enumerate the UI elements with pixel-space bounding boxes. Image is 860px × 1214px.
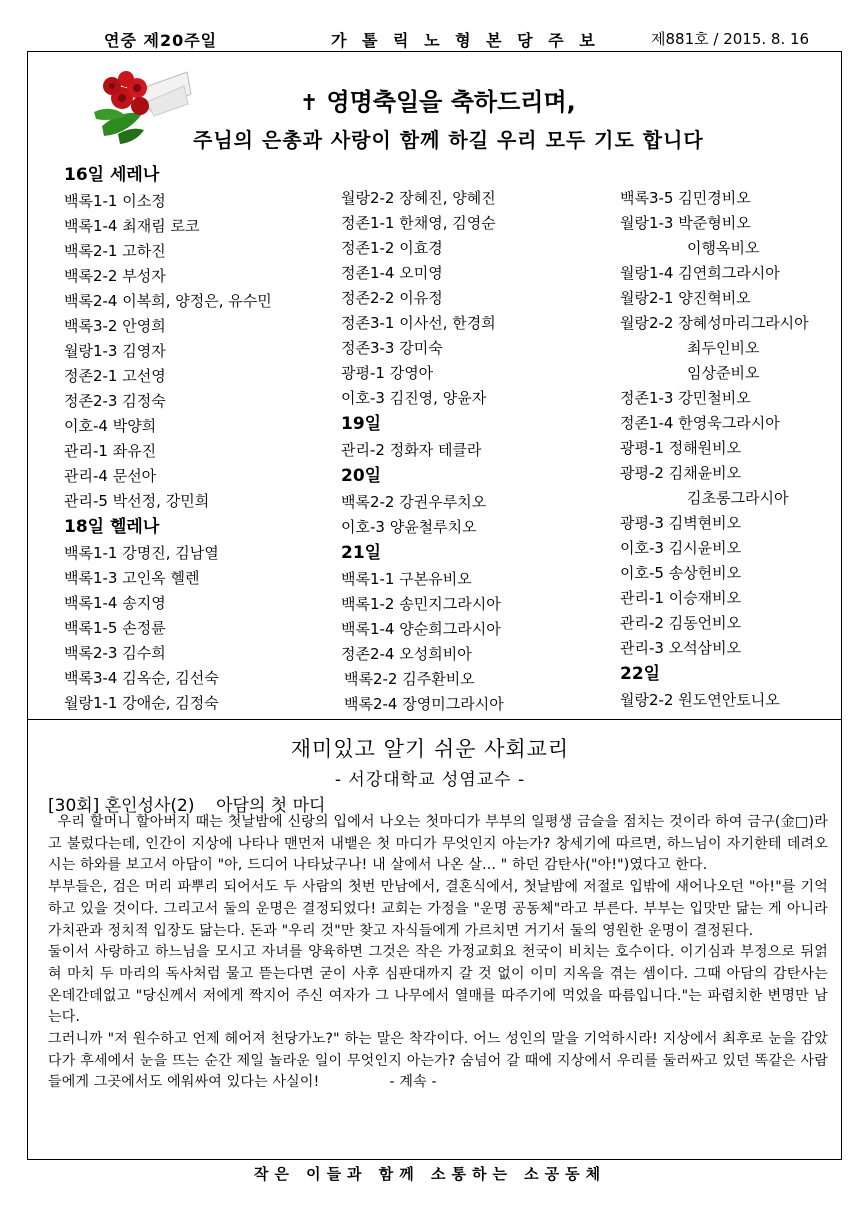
paragraph [48, 1029, 828, 1094]
day-heading: 18일 헬레나 [64, 517, 160, 537]
day-heading: 21일 [341, 543, 382, 563]
list-item: 이행옥비오 [687, 239, 760, 257]
list-item: 관리-2 김동언비오 [620, 614, 742, 632]
cross-icon: ✝ [300, 91, 319, 116]
day-heading: 20일 [341, 466, 382, 486]
list-item: 이호-3 김시윤비오 [620, 539, 742, 557]
list-item: 관리-2 정화자 테클라 [341, 441, 482, 459]
list-item: 백록2-4 이복희, 양정은, 유수민 [64, 292, 272, 310]
week-label: 연중 제20주일 [104, 31, 218, 50]
day-heading: 16일 세레나 [64, 165, 160, 185]
list-item: 정존1-2 이효경 [341, 239, 443, 257]
feast-title-text: 영명축일을 축하드리며, [326, 88, 576, 116]
list-item: 백록3-4 김옥순, 김선숙 [64, 669, 219, 687]
list-item: 월랑2-2 원도연안토니오 [620, 691, 780, 709]
list-item: 백록1-1 강명진, 김남열 [64, 544, 219, 562]
list-item: 관리-1 이승재비오 [620, 589, 742, 607]
list-item: 최두인비오 [687, 339, 760, 357]
list-item: 백록2-3 김수희 [64, 644, 166, 662]
paragraph: 둘이서 사랑하고 하느님을 모시고 자녀를 양육하면 그것은 작은 가정교회요 천국이 비치는 호수이다. 이기심과 부정으로 뒤얽혀 마치 두 마리의 독사처럼 물고 뜯는다면 굳이 사후 심판대까지 갈 것 없이 이미 지옥을 겪는 셈이다. 그때 아담의 감탄사는 온데간데없고 "당신께서 저에게 짝지어 주신 여자가 그 나무에서 열매를 따주기에 먹었을 따름입니다."는 파렴치한 변명만 남는다. [48, 944, 828, 1026]
list-item: 백록1-2 송민지그라시아 [341, 595, 501, 613]
list-item: 이호-5 송상헌비오 [620, 564, 742, 582]
issue-number: 제881호 / 2015. 8. 16 [651, 30, 810, 48]
list-item: 월랑1-3 김영자 [64, 342, 166, 360]
list-item: 월랑2-1 양진혁비오 [620, 289, 751, 307]
list-item: 백록1-5 손정륜 [64, 619, 166, 637]
list-item: 정존3-3 강미숙 [341, 339, 443, 357]
list-item: 정존1-1 한채영, 김영순 [341, 214, 496, 232]
list-item: 광평-3 김벽현비오 [620, 514, 742, 532]
feast-column-1 [64, 162, 272, 716]
list-item: 백록2-2 김주환비오 [344, 670, 475, 688]
list-item: 백록3-2 안영희 [64, 317, 166, 335]
list-item: 광평-1 정해원비오 [620, 439, 742, 457]
education-episode: [30회] 혼인성사(2) 아담의 첫 마디 [48, 796, 326, 816]
list-item: 백록1-4 최재림 로코 [64, 217, 200, 235]
list-item: 백록1-1 이소정 [64, 192, 166, 210]
list-item: 백록2-2 부성자 [64, 267, 166, 285]
list-item: 월랑1-1 강애순, 김정숙 [64, 694, 219, 712]
parish-name: 가 톨 릭 노 형 본 당 주 보 [331, 31, 600, 50]
list-item: 관리-5 박선정, 강민희 [64, 492, 210, 510]
list-item: 백록1-4 송지영 [64, 594, 166, 612]
list-item: 관리-1 좌유진 [64, 442, 157, 460]
list-item: 정존1-4 한영욱그라시아 [620, 414, 780, 432]
feast-column-3 [620, 186, 809, 713]
list-item: 김초롱그라시아 [687, 489, 789, 507]
paragraph-text: 그러니까 "저 원수하고 언제 헤어져 천당가노?" 하는 말은 착각이다. 어느 성인의 말을 기억하시라! 지상에서 최후로 눈을 감았다가 후세에서 눈을 뜨는 순간 제일 놀라운 일이 무엇인지 아는가? 숨넘어 갈 때에 지상에서 우리를 둘러싸고 있던 똑같은 사람들에게 그곳에서도 에워싸여 있다는 사실이! [48, 1031, 828, 1091]
list-item: 정존1-3 강민철비오 [620, 389, 751, 407]
list-item: 정존2-4 오성희비아 [341, 645, 472, 663]
list-item: 정존2-2 이유정 [341, 289, 443, 307]
list-item: 이호-4 박양희 [64, 417, 157, 435]
list-item: 월랑2-2 장혜성마리그라시아 [620, 314, 809, 332]
list-item: 백록1-4 양순희그라시아 [341, 620, 501, 638]
list-item: 정존2-3 김정숙 [64, 392, 166, 410]
rose-bouquet-icon [92, 64, 192, 146]
list-item: 백록2-1 고하진 [64, 242, 166, 260]
day-heading: 22일 [620, 664, 661, 684]
day-heading: 19일 [341, 414, 382, 434]
continued-label: - 계속 - [389, 1074, 437, 1091]
education-body [48, 812, 828, 1094]
list-item: 월랑1-3 박준형비오 [620, 214, 751, 232]
paragraph: 우리 할머니 할아버지 때는 첫날밤에 신랑의 입에서 나오는 첫마디가 부부의 일평생 금슬을 점치는 것이라 하여 금구(金□)라고 불렀다는데, 인간이 지상에 나타나 맨먼저 내뱉은 첫 마디가 무엇인지 아는가? 창세기에 따르면, 하느님이 자기한테 데려오시는 하와를 보고서 아담이 "아, 드디어 나타났구나! 내 살에서 나온 살... " 하던 감탄사("아!")였다고 한다. [48, 814, 828, 874]
footer-slogan: 작은 이들과 함께 소통하는 소공동체 [253, 1165, 607, 1183]
list-item: 이호-3 김진영, 양윤자 [341, 389, 487, 407]
paragraph: 부부들은, 검은 머리 파뿌리 되어서도 두 사람의 첫번 만남에서, 결혼식에서, 첫날밤에 저절로 입밖에 새어나오던 "아!"를 기억하고 있을 것이다. 그리고서 둘의 운명은 결정되었다! 교회는 가정을 "운명 공동체"라고 부른다. 부부는 입맛만 닮는 게 아니라 가치관과 정치적 입장도 닮는다. 돈과 "우리 것"만 찾고 자식들에게 가르치면 거기서 둘의 영원한 운명이 결정된다. [48, 879, 828, 939]
list-item: 백록2-2 강권우루치오 [341, 493, 487, 511]
list-item: 정존3-1 이사선, 한경희 [341, 314, 496, 332]
list-item: 이호-3 양윤철루치오 [341, 518, 477, 536]
list-item: 백록1-1 구본유비오 [341, 570, 472, 588]
education-title: 재미있고 알기 쉬운 사회교리 [290, 737, 570, 761]
list-item: 백록2-4 장영미그라시아 [344, 695, 504, 713]
list-item: 월랑2-2 장혜진, 양혜진 [341, 189, 496, 207]
list-item: 관리-4 문선아 [64, 467, 157, 485]
feast-subtitle: 주님의 은총과 사랑이 함께 하길 우리 모두 기도 합니다 [193, 128, 704, 152]
list-item: 광평-2 김채윤비오 [620, 464, 742, 482]
list-item: 정존1-4 오미영 [341, 264, 443, 282]
list-item: 백록1-3 고인옥 헬렌 [64, 569, 200, 587]
feast-column-2 [341, 186, 504, 717]
feast-title [300, 82, 576, 117]
list-item: 정존2-1 고선영 [64, 367, 166, 385]
list-item: 백록3-5 김민경비오 [620, 189, 751, 207]
list-item: 관리-3 오석삼비오 [620, 639, 742, 657]
list-item: 임상준비오 [687, 364, 760, 382]
list-item: 월랑1-4 김연희그라시아 [620, 264, 780, 282]
list-item: 광평-1 강영아 [341, 364, 434, 382]
education-author: - 서강대학교 성염교수 - [334, 770, 526, 790]
